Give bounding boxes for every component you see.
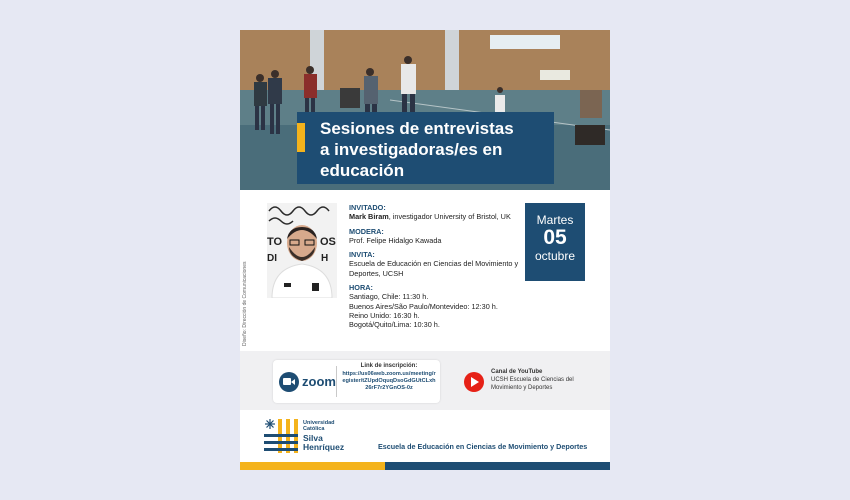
svg-text:DI: DI xyxy=(267,253,277,264)
title-line: Sesiones de entrevistas xyxy=(320,119,514,138)
title-line: a investigadoras/es en xyxy=(320,140,503,159)
university-name xyxy=(303,434,344,451)
modera-label: MODERA: xyxy=(349,226,384,236)
footer-stripe-yellow xyxy=(240,462,385,470)
youtube-channel[interactable] xyxy=(491,368,601,392)
university-logo-icon xyxy=(264,418,298,454)
date-month: octubre xyxy=(534,249,576,263)
invita-label: INVITA: xyxy=(349,250,375,260)
footer xyxy=(240,410,610,462)
invitado-name: Mark Biram xyxy=(349,212,389,222)
uni-small-line: Universidad xyxy=(303,420,335,426)
hora-line: Reino Unido: 16:30 h. xyxy=(349,310,420,320)
event-title xyxy=(320,118,550,181)
school-name: Escuela de Educación en Ciencias de Movimiento y Deportes xyxy=(378,442,588,451)
title-line: educación xyxy=(320,161,405,180)
uni-small-line: Católica xyxy=(303,426,325,432)
title-accent-bar xyxy=(297,123,305,152)
uni-big-line: Silva xyxy=(303,433,323,443)
modera-value: Prof. Felipe Hidalgo Kawada xyxy=(349,235,442,245)
registration-link[interactable]: https://us06web.zoom.us/meeting/register/tZUpdOquqDsoGdGUtCLxh26rF7r2YGnOS-0z xyxy=(342,371,436,391)
zoom-registration-card[interactable] xyxy=(273,360,440,403)
invitado-line xyxy=(349,212,524,221)
uni-big-line: Henríquez xyxy=(303,441,345,452)
svg-text:H: H xyxy=(321,253,329,264)
hora-line: Bogotá/Quito/Lima: 10:30 h. xyxy=(349,320,440,330)
youtube-title: Canal de YouTube xyxy=(491,369,543,375)
invitado-label: INVITADO: xyxy=(349,203,386,212)
link-label: Link de inscripción: xyxy=(360,363,418,369)
invitado-desc: , investigador University of Bristol, UK xyxy=(388,212,511,222)
design-credit: Diseño: Dirección de Comunicaciones xyxy=(242,261,248,346)
svg-text:OS: OS xyxy=(320,236,336,248)
svg-text:TO: TO xyxy=(267,236,283,248)
date-day: 05 xyxy=(543,226,567,249)
hora-line: Santiago, Chile: 11:30 h. xyxy=(349,292,429,302)
youtube-icon[interactable] xyxy=(464,372,484,392)
divider xyxy=(336,366,337,397)
university-name-small xyxy=(303,420,334,432)
guest-photo xyxy=(267,203,337,298)
date-badge xyxy=(525,203,585,281)
zoom-wordmark: zoom xyxy=(302,374,336,389)
date-weekday: Martes xyxy=(536,213,574,227)
youtube-desc: UCSH Escuela de Ciencias del Movimiento y Deportes xyxy=(491,377,574,391)
footer-stripe-blue xyxy=(385,462,610,470)
hora-label: HORA: xyxy=(349,283,373,293)
hora-line: Buenos Aires/São Paulo/Montevideo: 12:30 h. xyxy=(349,301,498,311)
event-details xyxy=(349,203,524,330)
invita-value: Escuela de Educación en Ciencias del Movimiento y Deportes, UCSH xyxy=(349,259,519,278)
event-poster xyxy=(240,30,610,470)
zoom-icon xyxy=(279,372,299,392)
